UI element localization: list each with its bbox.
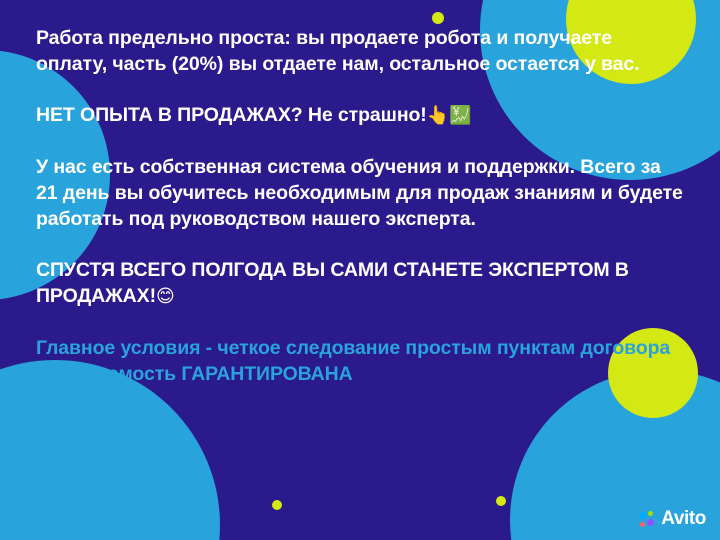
paragraph-no-experience-text: НЕТ ОПЫТА В ПРОДАЖАХ? Не страшно!	[36, 104, 427, 127]
avito-watermark	[639, 508, 706, 530]
slide-text-content	[36, 26, 684, 409]
avito-logo-icon	[639, 511, 656, 528]
paragraph-guarantee: Главное условия - четкое следование простым пунктам договора и окупаемость ГАРАНТИРОВАНА	[36, 336, 671, 385]
decor-dot-2	[608, 4, 619, 15]
paragraph-training: У нас есть собственная система обучения и поддержки. Всего за 21 день вы обучитесь необходимым для продаж знаниям и будете работать под руководством нашего эксперта.	[36, 156, 683, 230]
paragraph-expert	[36, 258, 684, 309]
smiling-face-icon: 😊	[155, 286, 175, 308]
avito-watermark-label: Avito	[661, 508, 706, 529]
decor-dot-4	[496, 496, 506, 506]
pointing-hand-icon: 👆💹	[426, 105, 472, 127]
paragraph-no-experience	[36, 103, 684, 129]
paragraph-intro: Работа предельно проста: вы продаете робота и получаете оплату, часть (20%) вы отдаете нам, остальное остается у вас.	[36, 27, 640, 75]
decor-dot-3	[272, 500, 282, 510]
paragraph-expert-text: СПУСТЯ ВСЕГО ПОЛГОДА ВЫ САМИ СТАНЕТЕ ЭКСПЕРТОМ В ПРОДАЖАХ!	[36, 259, 629, 308]
decor-dot-1	[432, 12, 444, 24]
